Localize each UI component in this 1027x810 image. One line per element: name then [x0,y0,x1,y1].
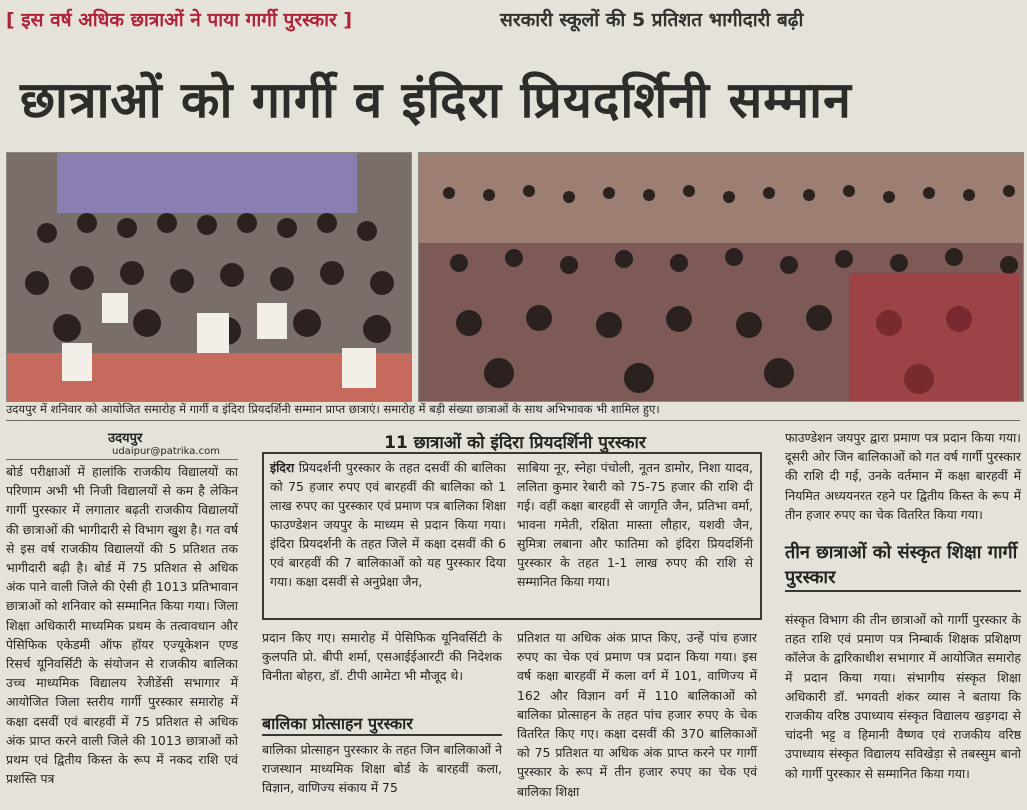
divider [6,420,1020,421]
article-column-4: फाउण्डेशन जयपुर द्वारा प्रमाण पत्र प्रदान किया गया। दूसरी ओर जिन बालिकाओं को गत वर्ष गार्गी पुरस्कार की राशि दी गई, उनके वर्तमान में कक्षा बारहवीं में नियमित अध्ययनरत रहने पर द्वितीय किस्त के रूप में तीन हजार रुपए का चेक वितरित किया गया। [785,430,1021,522]
article-column-2: प्रदान किए गए। समारोह में पेसिफिक यूनिवर्सिटी के कुलपति प्रो. बीपी शर्मा, एसआईईआरटी की निदेशक विनीता बोहरा, डॉ. टीपी आमेटा भी मौजूद थे। [262,630,502,684]
subheading-sanskrit-award: तीन छात्राओं को संस्कृत शिक्षा गार्गी पुरस्कार [785,540,1021,592]
box-column-1-text: प्रियदर्शनी पुरस्कार के तहत दसवीं की बालिका को 75 हजार रुपए एवं बारहवीं की बालिका को 1 लाख रुपए का पुरस्कार एवं प्रमाण पत्र बालिका शिक्षा फाउण्डेशन जयपुर के माध्यम से प्रदान किया गया। इंदिरा प्रियदर्शनी के तहत जिले में कक्षा दसवीं की 6 एवं बारहवीं की 7 बालिकाओं को यह पुरस्कार दिया गया। कक्षा दसवीं से अनुप्रेक्षा जैन, [270,460,506,589]
article-column-4-cont: संस्कृत विभाग की तीन छात्राओं को गार्गी पुरस्कार के तहत राशि एवं प्रमाण पत्र निम्बार्क शिक्षक प्रशिक्षण कॉलेज के द्वारिकाधीश सभागार में आयोजित समारोह में प्रदान किया गया। संभागीय संस्कृत शिक्षा अधिकारी डॉ. भगवती शंकर व्यास ने बताया कि राजकीय वरिष्ठ उपाध्याय संस्कृत विद्यालय खड़गदा से चांदनी भट्ट व हिमानी वैष्णव एवं राजकीय वरिष्ठ उपाध्याय संस्कृत विद्यालय सविखेड़ा से तबस्सुम बानो को गार्गी पुरस्कार से सम्मानित किया गया। [785,612,1021,781]
photo-audience [418,152,1024,402]
article-column-1: बोर्ड परीक्षाओं में हालांकि राजकीय विद्यालयों का परिणाम अभी भी निजी विद्यालयों से कम है लेकिन गार्गी पुरस्कार में लगातार बढ़ती राजकीय विद्यालयों की छात्राओं की भागीदारी से विभाग खुश है। गत वर्ष से इस वर्ष राजकीय विद्यालयों की 5 प्रतिशत तक भागीदारी बढ़ी है। बोर्ड में 75 प्रतिशत से अधिक अंक पाने वाली जिले की ऐसी ही 1013 प्रतिभावान छात्राओं को शनिवार को सम्मानित किया गया। जिला शिक्षा अधिकारी माध्यमिक प्रथम के तत्वावधान और पेसिफिक एकेडमी ऑफ हॉयर एज्यूकेशन एण्ड रिसर्च यूनिवर्सिटी के संयोजन से राजकीय बालिका उच्च माध्यमिक विद्यालय रेजीडेंसी सभागार में आयोजित जिला स्तरीय गार्गी पुरस्कार समारोह में कक्षा दसवीं एवं बारहवीं में 75 प्रतिशत से अधिक अंक प्राप्त करने वाली जिले की 1013 छात्राओं को प्रथम एवं द्वितीय किस्त के रूप में नकद राशि एवं प्रशस्ति पत्र [6,464,238,787]
box-title: 11 छात्राओं को इंदिरा प्रियदर्शिनी पुरस्कार [384,433,646,453]
subheading-incentive-award: बालिका प्रोत्साहन पुरस्कार [262,712,502,736]
reporter-email: udaipur@patrika.com [112,446,220,457]
dateline-city: उदयपुर [108,431,143,446]
photo-award-winners [6,152,412,402]
box-column-2: साबिया नूर, स्नेहा पंचोली, नूतन डामोर, निशा यादव, ललिता कुमार रेबारी को 75-75 हजार की राशि दी गई। वहीं कक्षा बारहवीं से जागृति जैन, प्रतिभा वर्मा, भावना गमेती, रक्षिता मास्ता लौहार, यशवी जैन, सुमित्रा लबाना और फातिमा को इंदिरा प्रियदर्शिनी पुरस्कार के तहत 1-1 लाख रुपए की राशि से सम्मानित किया गया। [517,460,753,589]
kicker-headline: [ इस वर्ष अधिक छात्राओं ने पाया गार्गी पुरस्कार ] [6,9,353,31]
main-headline: छात्राओं को गार्गी व इंदिरा प्रियदर्शिनी सम्मान [20,71,852,129]
photo-caption: उदयपुर में शनिवार को आयोजित समारोह में गार्गी व इंदिरा प्रियदर्शिनी सम्मान प्राप्त छात्राएं। समारोह में बड़ी संख्या छात्राओं के साथ अभिभावक भी शामिल हुए। [6,402,660,416]
article-column-3: प्रतिशत या अधिक अंक प्राप्त किए, उन्हें पांच हजार रुपए का चेक एवं प्रमाण पत्र प्रदान किया गया। इस वर्ष कक्षा बारहवीं में कला वर्ग में 101, वाणिज्य में 162 और विज्ञान वर्ग में 110 बालिकाओं को बालिका प्रोत्साहन के तहत पांच हजार रुपए के चेक वितरित किए गए। कक्षा दसवीं की 370 बालिकाओं को 75 प्रतिशत या अधिक अंक प्राप्त करने पर गार्गी पुरस्कार के रूप में तीन हजार रुपए का चेक एवं बालिका शिक्षा [517,630,757,799]
byline-divider [6,459,238,460]
box-lead-word: इंदिरा [270,460,295,475]
sub-headline: सरकारी स्कूलों की 5 प्रतिशत भागीदारी बढ़ी [500,9,804,31]
box-column-1 [270,458,506,591]
article-column-2-cont: बालिका प्रोत्साहन पुरस्कार के तहत जिन बालिकाओं ने राजस्थान माध्यमिक शिक्षा बोर्ड के बारहवीं कला, विज्ञान, वाणिज्य संकाय में 75 [262,742,502,796]
